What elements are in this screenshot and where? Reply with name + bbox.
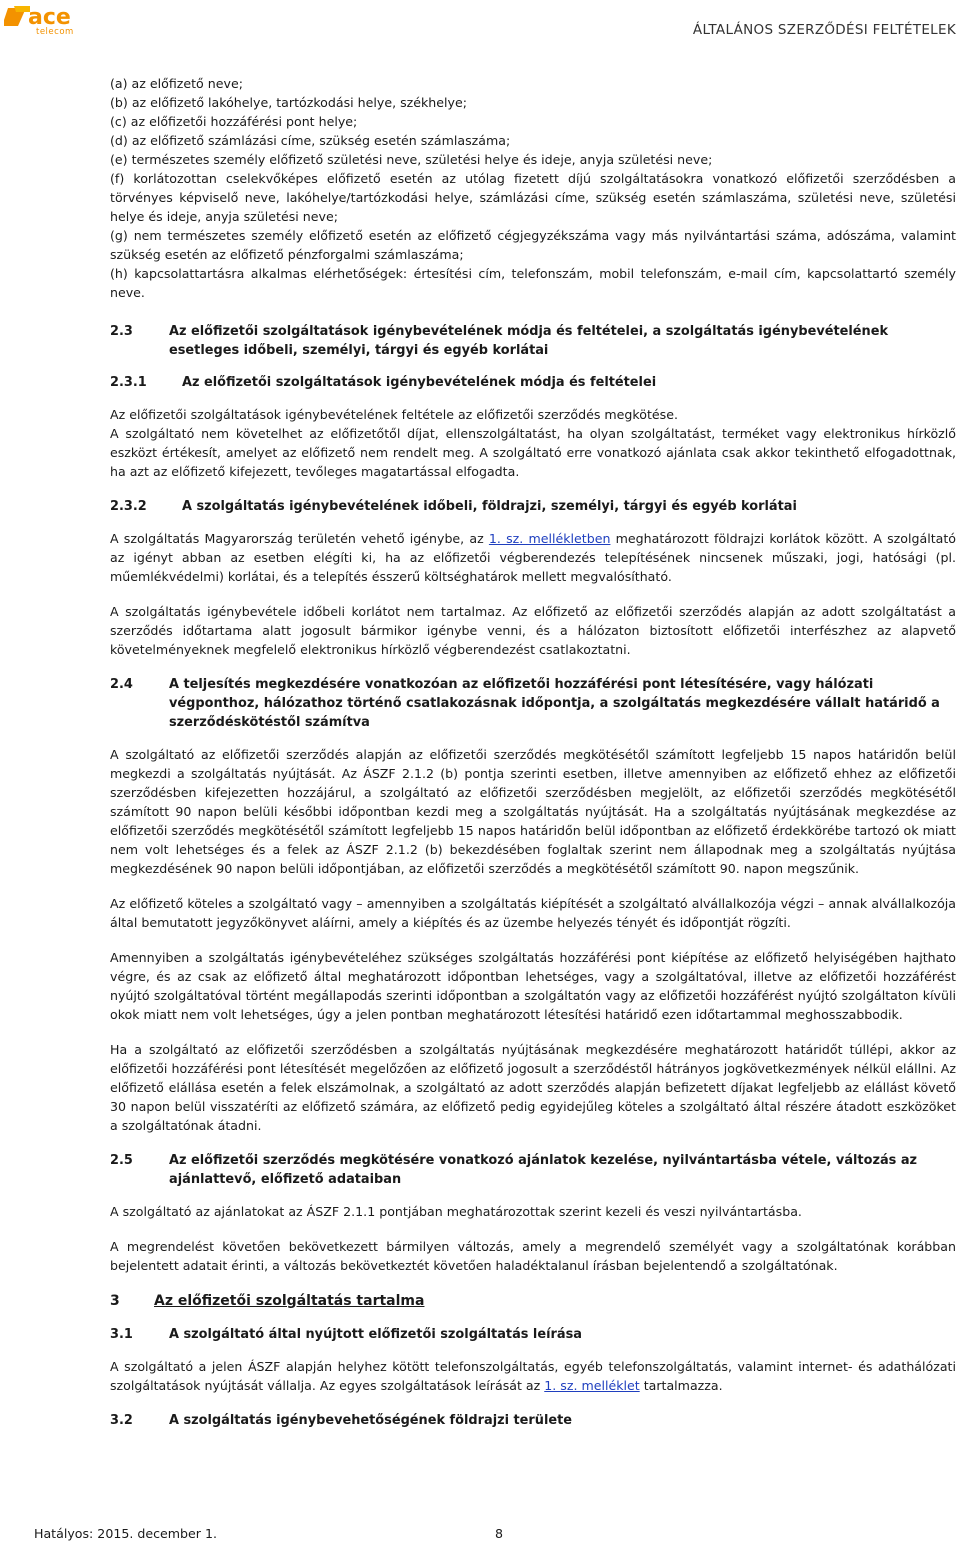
paragraph-text: A szolgáltatás Magyarország területén vehető igénybe, az (110, 531, 489, 546)
paragraph: A szolgáltató az előfizetői szerződés alapján az előfizetői szerződés megkötésétől számított legfeljebb 15 napos határidőn belül megkezdi a szolgáltatás nyújtását. Az ÁSZF 2.1.2 (b) pontja szerinti esetben, illetve amennyiben az előfizető ehhez az előfizetői szerződésben kifejezetten hozzájárul, a szolgáltató az előfizetői szerződésben megjelölt, az előfizetői szerződés megkötésétől számított 90 napon belüli későbbi időpontban kezdi meg a szolgáltatás nyújtását. Ha a szolgáltatás nyújtásának megkezdése az előfizetői szerződés megkötésétől számított legfeljebb 15 napos határidőn belül időpontban az előfizető érdekkörébe tartozó ok miatt nem volt lehetséges és a felek az ÁSZF 2.1.2 (b) bekezdésében foglaltak szerint nem állapodnak meg a szolgáltatás nyújtása megkezdésének 90 napon belüli időpontjában, az előfizetői szerződés a megkötésétől számított 90. napon megszűnik. (110, 747, 956, 876)
section-heading-2-3-1 (110, 373, 956, 392)
section-title: A szolgáltató által nyújtott előfizetői szolgáltatás leírása (169, 1327, 582, 1342)
paragraph-text: A szolgáltató a jelen ÁSZF alapján helyhez kötött telefonszolgáltatás, egyéb telefonszolgáltatás, valamint internet- és adathálózati szolgáltatások nyújtását vállalja. Az egyes szolgáltatások leírását az (110, 1359, 956, 1393)
section-number: 3 (110, 1293, 120, 1309)
svg-text:telecom: telecom (36, 27, 74, 37)
paragraph-text: tartalmazza. (639, 1378, 723, 1393)
section-number: 2.3.2 (110, 499, 147, 514)
page-header (0, 0, 960, 52)
section-title: Az előfizetői szerződés megkötésére vonatkozó ajánlatok kezelése, nyilvántartásba vétele, változás az ajánlattevő, előfizető adataiban (169, 1153, 918, 1187)
section-title: Az előfizetői szolgáltatások igénybevételének módja és feltételei (182, 375, 657, 390)
section-number: 3.2 (110, 1413, 133, 1428)
list-item: (f) korlátozottan cselekvőképes előfizető esetén az utólag fizetett díjú szolgáltatásokra vonatkozó előfizetői szerződésben a törvényes képviselő neve, lakóhelye/tartózkodási helye, számlázási címe, szükség esetén számlaszáma, születési neve, születési helye és ideje, anyja születési neve; (110, 171, 956, 224)
section-heading-3-2 (110, 1411, 956, 1430)
section-number: 3.1 (110, 1327, 133, 1342)
section-heading-2-3-2 (110, 497, 956, 516)
section-number: 2.3 (110, 324, 133, 339)
paragraph: A megrendelést követően bekövetkezett bármilyen változás, amely a megrendelő személyét vagy a szolgáltatónak korábban bejelentett adatait érinti, a változás bekövetkeztét követően haladéktalanul írásban bejelentendő a szolgáltatónak. (110, 1239, 956, 1273)
section-title: Az előfizetői szolgáltatás tartalma (154, 1293, 425, 1309)
list-item: (b) az előfizető lakóhelye, tartózkodási helye, székhelye; (110, 95, 467, 110)
page-number: 8 (495, 1526, 504, 1541)
section-number: 2.3.1 (110, 375, 147, 390)
paragraph-text: meghatározott földrajzi korlátok között. A szolgáltató az igényt abban az esetben elégíti ki, ha az előfizetői végberendezés telepítésének nincsenek műszaki, jogi, hatósági (pl. műemlékvédelmi) korlátai, és a telepítés ésszerű költséghatárok mellett megvalósítható. (110, 531, 957, 584)
paragraph: Amennyiben a szolgáltatás igénybevételéhez szükséges szolgáltatás hozzáférési pont kiépítése az előfizető helyiségében hajthato végre, és az csak az előfizető által meghatározott időpontban lehetséges, vagy a szolgáltatóval, illetve az előfizetői hozzáférést nyújtó szolgáltatóval történt megállapodás szerinti időpontban a szolgáltatón vagy az előfizetői hozzáférést nyújtó szolgáltaton kívüli okok miatt nem volt lehetséges, úgy a jelen pontban meghatározott létesítési határidő ezen időtartammal meghosszabbodik. (110, 950, 956, 1022)
paragraph: Ha a szolgáltató az előfizetői szerződésben a szolgáltatás nyújtásának megkezdésére meghatározott határidőt túllépi, akkor az előfizetői hozzáférési pont létesítését megelőzően az előfizető jogosult a szerződéstől hátrányos jogkövetkezmények nélkül elállni. Az előfizető elállása esetén a felek elszámolnak, a szolgáltató az adott szerződés alapján befizetett díjakat legfeljebb az elállást követő 30 napon belül visszatéríti az előfizető számára, az előfizető pedig egyidejűleg köteles a szolgáltató által részére átadott eszközöket a szolgáltatónak átadni. (110, 1042, 956, 1133)
effective-date: Hatályos: 2015. december 1. (34, 1526, 217, 1541)
paragraph (110, 1357, 956, 1395)
paragraph (110, 529, 956, 586)
section-title: A teljesítés megkezdésére vonatkozóan az előfizetői hozzáférési pont létesítésére, vagy hálózati végponthoz, hálózathoz történő csatlakozásnak időpontja, a szolgáltatás megkezdésére vállalt határidő a szerződéskötéstől számítva (169, 677, 940, 730)
section-title: A szolgáltatás igénybevételének időbeli, földrajzi, személyi, tárgyi és egyéb korlátai (182, 499, 797, 514)
section-heading-3 (110, 1291, 956, 1311)
document-title: ÁLTALÁNOS SZERZŐDÉSI FELTÉTELEK (692, 22, 956, 38)
list-item: (h) kapcsolattartásra alkalmas elérhetőségek: értesítési cím, telefonszám, mobil telefonszám, e-mail cím, kapcsolattartó személy neve. (110, 266, 956, 300)
list-item: (a) az előfizető neve; (110, 76, 243, 91)
section-heading-2-3 (110, 322, 956, 360)
section-title: Az előfizetői szolgáltatások igénybevételének módja és feltételei, a szolgáltatás igénybevételének esetleges időbeli, személyi, tárgyi és egyéb korlátai (169, 324, 889, 358)
section-heading-3-1 (110, 1325, 956, 1344)
annex-1-link[interactable]: 1. sz. melléklet (544, 1378, 640, 1393)
svg-text:ace: ace (28, 5, 71, 30)
section-number: 2.5 (110, 1153, 133, 1168)
section-heading-2-4 (110, 675, 956, 732)
list-item: (c) az előfizetői hozzáférési pont helye; (110, 114, 358, 129)
paragraph: A szolgáltatás igénybevétele időbeli korlátot nem tartalmaz. Az előfizető az előfizetői szerződés alapján az adott szolgáltatást a szerződés időtartama alatt jogosult bármikor igénybe venni, és a hálózaton biztosított előfizetői interfészhez az alapvető követelményeknek megfelelő elektronikus hírközlő végberendezést csatlakoztatni. (110, 604, 956, 657)
section-title: A szolgáltatás igénybevehetőségének földrajzi területe (169, 1413, 573, 1428)
annex-1-link[interactable]: 1. sz. mellékletben (488, 531, 611, 546)
list-item: (g) nem természetes személy előfizető esetén az előfizető cégjegyzékszáma vagy más nyilvántartási száma, adószáma, valamint szükség esetén az előfizető pénzforgalmi számlaszáma; (110, 228, 956, 262)
section-number: 2.4 (110, 677, 133, 692)
list-item: (e) természetes személy előfizető születési neve, születési helye és ideje, anyja születési neve; (110, 152, 713, 167)
paragraph: A szolgáltató az ajánlatokat az ÁSZF 2.1.1 pontjában meghatározottak szerint kezeli és veszi nyilvántartásba. (110, 1204, 802, 1219)
ace-telecom-logo (4, 2, 84, 42)
paragraph: A szolgáltató nem követelhet az előfizetőtől díjat, ellenszolgáltatást, ha olyan szolgáltatást, terméket vagy elektronikus hírközlő eszközt értékesít, amelyet az előfizető nem rendelt meg. A szolgáltató erre vonatkozó ajánlata csak akkor tekinthető elfogadottnak, ha azt az előfizető kifejezett, tevőleges magatartással elfogadta. (110, 426, 956, 479)
list-item: (d) az előfizető számlázási címe, szükség esetén számlaszáma; (110, 133, 511, 148)
page-content (110, 74, 956, 1443)
paragraph: Az előfizetői szolgáltatások igénybevételének feltétele az előfizetői szerződés megkötése. (110, 407, 678, 422)
subscriber-data-list (110, 74, 956, 302)
paragraph: Az előfizető köteles a szolgáltató vagy – amennyiben a szolgáltatás kiépítését a szolgáltató alvállalkozója végzi – annak alvállalkozója által bemutatott jegyzőkönyvet aláírni, amely a kiépítés és az üzembe helyezés tényét és időpontját rögzíti. (110, 896, 956, 930)
section-heading-2-5 (110, 1151, 956, 1189)
